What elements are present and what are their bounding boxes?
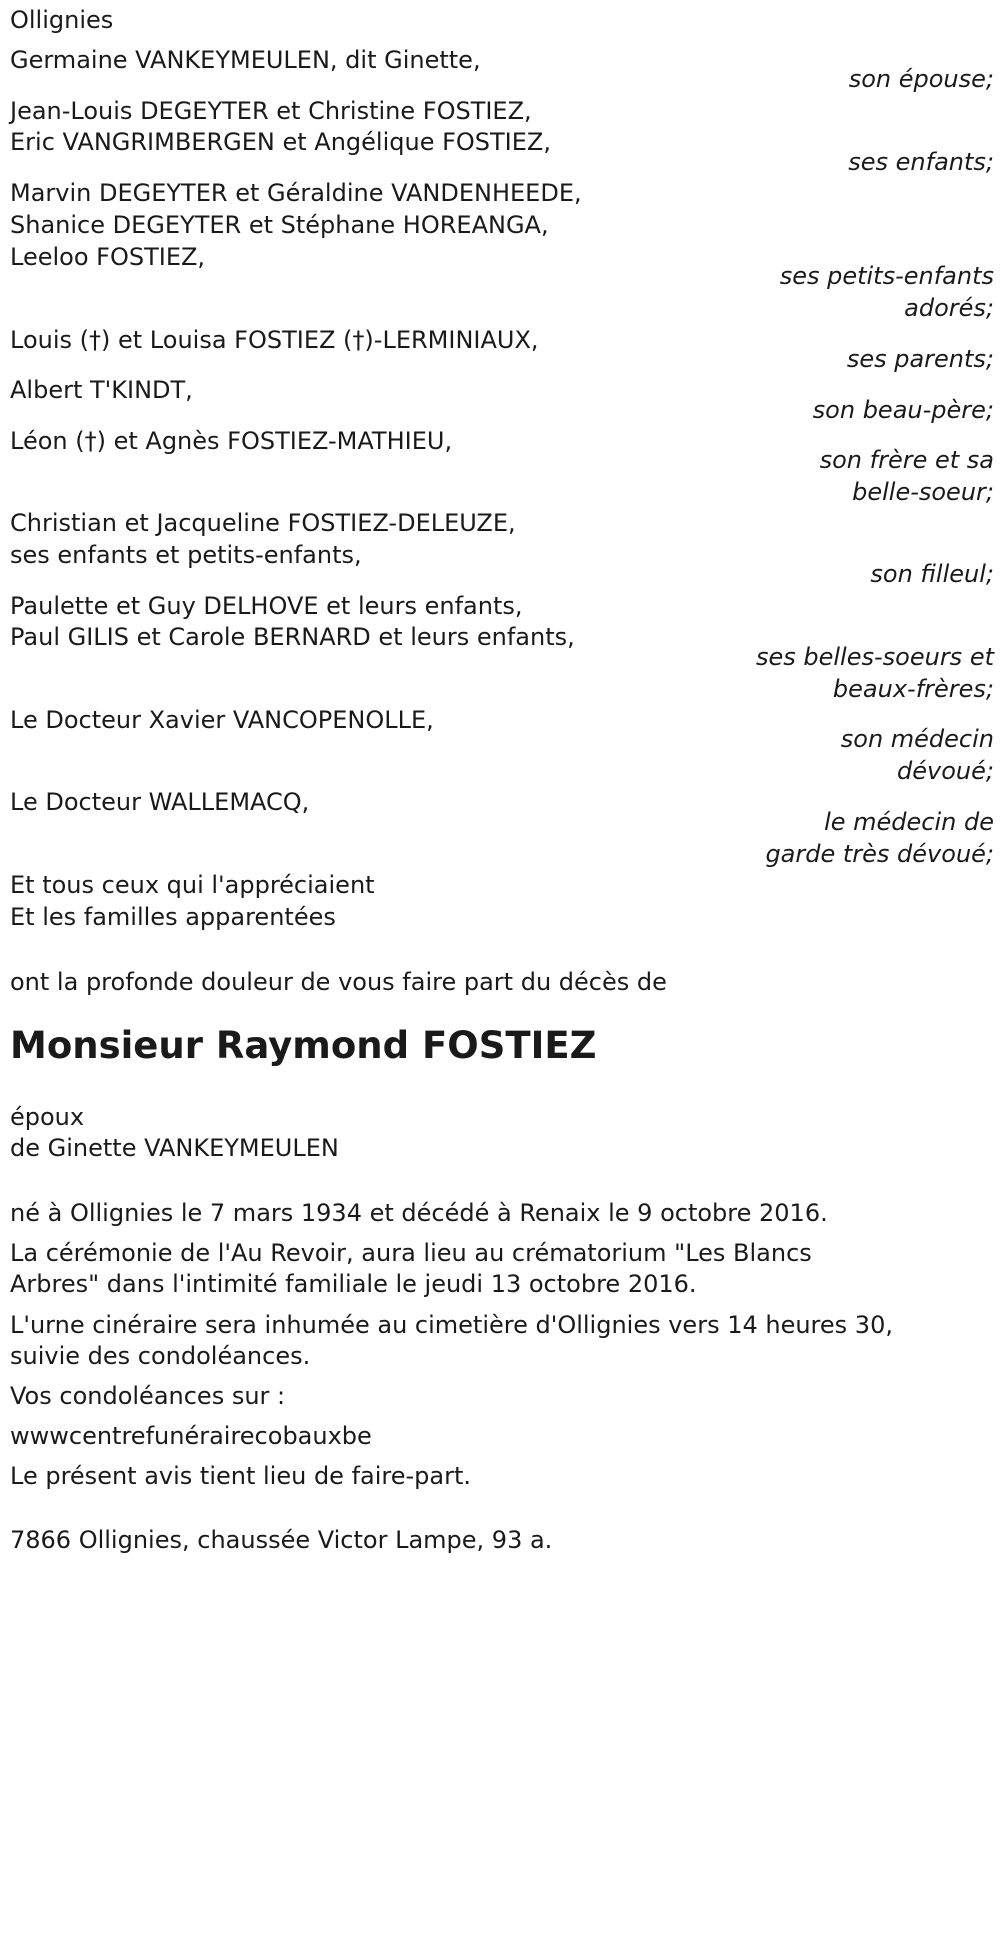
family-line: Shanice DEGEYTER et Stéphane HOREANGA,: [10, 211, 549, 239]
family-line: Albert T'KINDT,: [10, 376, 193, 404]
relation-label: beaux-frères;: [832, 675, 994, 703]
detail-line: La cérémonie de l'Au Revoir, aura lieu au crématorium "Les Blancs: [10, 1239, 812, 1267]
announcement: ont la profonde douleur de vous faire part du décès de: [10, 968, 667, 996]
relation-label: ses parents;: [846, 345, 994, 373]
relation-label: son beau-père;: [812, 396, 994, 424]
detail-line: Vos condoléances sur :: [10, 1382, 286, 1410]
detail-line: suivie des condoléances.: [10, 1342, 311, 1370]
relation-label: dévoué;: [897, 757, 994, 785]
family-line: Léon (†) et Agnès FOSTIEZ-MATHIEU,: [10, 427, 453, 455]
family-line: Le Docteur Xavier VANCOPENOLLE,: [10, 706, 434, 734]
family-line: Leeloo FOSTIEZ,: [10, 243, 206, 271]
family-line: Eric VANGRIMBERGEN et Angélique FOSTIEZ,: [10, 128, 551, 156]
detail-line: L'urne cinéraire sera inhumée au cimetière d'Ollignies vers 14 heures 30,: [10, 1311, 893, 1339]
family-line: Le Docteur WALLEMACQ,: [10, 788, 310, 816]
others-line: Et tous ceux qui l'appréciaient: [10, 871, 375, 899]
detail-line: né à Ollignies le 7 mars 1934 et décédé à Renaix le 9 octobre 2016.: [10, 1199, 828, 1227]
family-line: Germaine VANKEYMEULEN, dit Ginette,: [10, 46, 481, 74]
detail-line: Arbres" dans l'intimité familiale le jeudi 13 octobre 2016.: [10, 1270, 697, 1298]
family-line: Christian et Jacqueline FOSTIEZ-DELEUZE,: [10, 509, 516, 537]
relation-label: belle-soeur;: [852, 478, 994, 506]
others-line: Et les familles apparentées: [10, 903, 336, 931]
relation-label: son épouse;: [848, 65, 994, 93]
spouse-line: de Ginette VANKEYMEULEN: [10, 1134, 339, 1162]
relation-label: son frère et sa: [819, 446, 994, 474]
relation-label: ses enfants;: [848, 148, 994, 176]
spouse-line: époux: [10, 1103, 85, 1131]
condolences-website: wwwcentrefunérairecobauxbe: [10, 1422, 372, 1450]
relation-label: adorés;: [904, 294, 994, 322]
relation-label: ses belles-soeurs et: [755, 643, 994, 671]
family-line: Paul GILIS et Carole BERNARD et leurs enfants,: [10, 623, 575, 651]
detail-line: Le présent avis tient lieu de faire-part.: [10, 1462, 472, 1490]
relation-label: son filleul;: [870, 560, 994, 588]
family-line: Louis (†) et Louisa FOSTIEZ (†)-LERMINIAUX,: [10, 326, 539, 354]
relation-label: garde très dévoué;: [765, 840, 994, 868]
relation-label: le médecin de: [824, 808, 994, 836]
relation-label: son médecin: [840, 725, 994, 753]
location: Ollignies: [10, 6, 114, 34]
family-line: Paulette et Guy DELHOVE et leurs enfants,: [10, 592, 523, 620]
relation-label: ses petits-enfants: [779, 262, 994, 290]
family-line: Jean-Louis DEGEYTER et Christine FOSTIEZ,: [10, 97, 532, 125]
family-line: ses enfants et petits-enfants,: [10, 541, 362, 569]
deceased-name: Monsieur Raymond FOSTIEZ: [10, 1024, 597, 1067]
family-line: Marvin DEGEYTER et Géraldine VANDENHEEDE,: [10, 179, 582, 207]
address: 7866 Ollignies, chaussée Victor Lampe, 93 a.: [10, 1526, 553, 1554]
